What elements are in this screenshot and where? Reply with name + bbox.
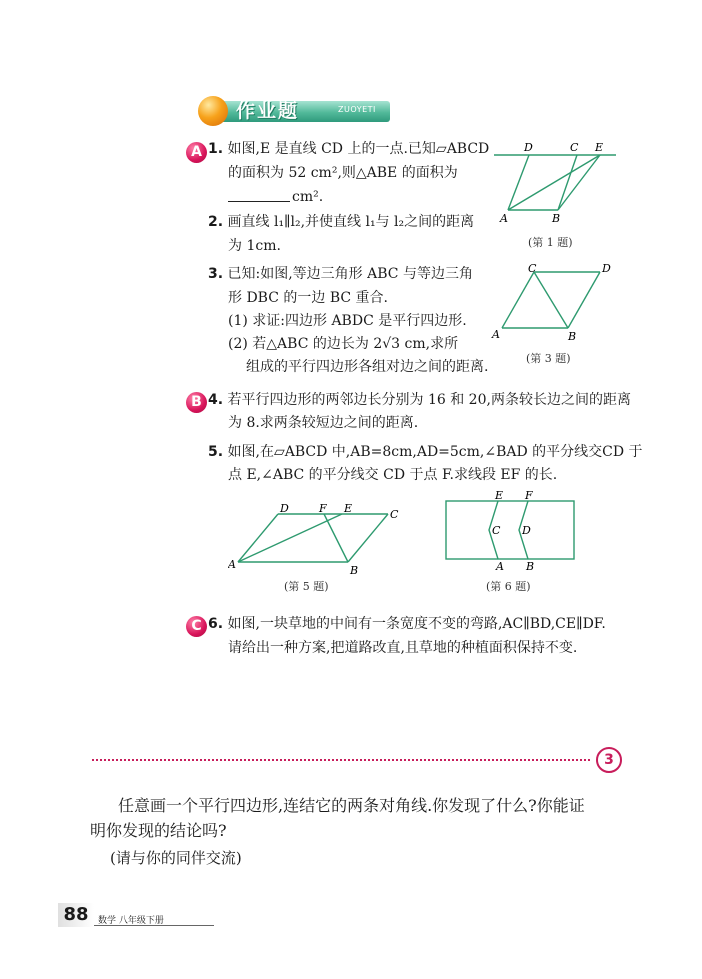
question-number: 4. bbox=[208, 392, 224, 408]
q5-line2: 点 E,∠ABC 的平分线交 CD 于点 F.求线段 EF 的长. bbox=[228, 467, 558, 483]
q3-line3: (1) 求证:四边形 ABDC 是平行四边形. bbox=[228, 313, 467, 329]
label-a: A bbox=[228, 558, 236, 571]
orange-ball-icon bbox=[198, 96, 228, 126]
section-line2: 明你发现的结论吗? bbox=[90, 821, 227, 840]
question-number: 6. bbox=[208, 616, 224, 632]
q1-line1: 如图,E 是直线 CD 上的一点.已知▱ABCD bbox=[227, 141, 490, 157]
label-e: E bbox=[344, 502, 353, 515]
level-c-badge: C bbox=[186, 616, 207, 637]
question-number: 1. bbox=[208, 141, 224, 157]
label-e: E bbox=[495, 489, 504, 502]
q6-line1: 如图,一块草地的中间有一条宽度不变的弯路,AC∥BD,CE∥DF. bbox=[227, 616, 606, 632]
q2-line2: 为 1cm. bbox=[228, 238, 281, 254]
footer-rule bbox=[94, 925, 214, 926]
level-b-badge: B bbox=[186, 392, 207, 413]
q3-line1: 已知:如图,等边三角形 ABC 与等边三角 bbox=[227, 266, 473, 282]
label-c: C bbox=[570, 141, 579, 154]
section-number: 3 bbox=[596, 747, 622, 773]
label-b: B bbox=[526, 560, 535, 572]
footer-book-title: 数学 八年级下册 bbox=[98, 916, 164, 926]
bisector-ae bbox=[238, 514, 342, 562]
segment-ac bbox=[502, 272, 534, 328]
q3-line5: 组成的平行四边形各组对边之间的距离. bbox=[246, 359, 489, 375]
question-4 bbox=[208, 388, 631, 412]
label-c: C bbox=[492, 524, 501, 537]
label-a: A bbox=[496, 560, 504, 572]
figure-5 bbox=[228, 500, 400, 576]
page-number: 88 bbox=[58, 903, 94, 927]
segment-ad bbox=[508, 155, 529, 210]
figure-3-caption: (第 3 题) bbox=[526, 352, 571, 365]
label-a: A bbox=[492, 328, 500, 341]
question-3 bbox=[208, 262, 473, 286]
question-1 bbox=[208, 137, 489, 161]
question-number: 5. bbox=[208, 444, 224, 460]
question-5 bbox=[208, 440, 643, 464]
label-e: E bbox=[595, 141, 604, 154]
q4-line1: 若平行四边形的两邻边长分别为 16 和 20,两条较长边之间的距离 bbox=[227, 392, 631, 408]
section-line3: (请与你的同伴交流) bbox=[110, 849, 242, 867]
label-f: F bbox=[319, 502, 327, 515]
q3-line2: 形 DBC 的一边 BC 重合. bbox=[228, 290, 388, 306]
label-b: B bbox=[350, 564, 359, 576]
q1-line3: cm². bbox=[292, 189, 324, 205]
q3-line4: (2) 若△ABC 的边长为 2√3 cm,求所 bbox=[228, 336, 459, 352]
segment-bc bbox=[348, 514, 388, 562]
figure-1-caption: (第 1 题) bbox=[528, 236, 573, 249]
segment-bd bbox=[568, 272, 600, 328]
section-divider bbox=[92, 759, 590, 761]
figure-1 bbox=[494, 140, 616, 224]
label-b: B bbox=[552, 212, 561, 224]
question-number: 3. bbox=[208, 266, 224, 282]
label-d: D bbox=[280, 502, 289, 515]
segment-be bbox=[558, 155, 600, 210]
segment-cb bbox=[534, 272, 568, 328]
q6-line2: 请给出一种方案,把道路改直,且草地的种植面积保持不变. bbox=[228, 640, 578, 656]
banner-subtitle: ZUOYETI bbox=[338, 105, 376, 114]
banner-title: 作业题 bbox=[236, 100, 300, 122]
figure-6-caption: (第 6 题) bbox=[486, 580, 531, 593]
question-number: 2. bbox=[208, 214, 224, 230]
label-f: F bbox=[525, 489, 533, 502]
figure-5-caption: (第 5 题) bbox=[284, 580, 329, 593]
label-a: A bbox=[500, 212, 508, 224]
label-d: D bbox=[522, 524, 531, 537]
q1-line2: 的面积为 52 cm²,则△ABE 的面积为 bbox=[228, 165, 458, 181]
label-c: C bbox=[390, 508, 399, 521]
segment-ad bbox=[238, 514, 278, 562]
label-c: C bbox=[528, 264, 537, 275]
label-b: B bbox=[568, 330, 577, 343]
segment-bc bbox=[558, 155, 577, 210]
figure-6 bbox=[440, 488, 580, 572]
lawn-rectangle bbox=[446, 501, 574, 559]
question-6 bbox=[208, 612, 606, 636]
q4-line2: 为 8.求两条较短边之间的距离. bbox=[228, 415, 419, 431]
bisector-bf bbox=[324, 514, 348, 562]
answer-blank bbox=[228, 201, 290, 202]
figure-3 bbox=[490, 264, 614, 344]
question-2 bbox=[208, 210, 474, 234]
q5-line1: 如图,在▱ABCD 中,AB=8cm,AD=5cm,∠BAD 的平分线交CD 于 bbox=[227, 444, 643, 460]
section-banner bbox=[198, 96, 390, 126]
level-a-badge: A bbox=[186, 142, 207, 163]
segment-ae bbox=[508, 155, 600, 210]
label-d: D bbox=[524, 141, 533, 154]
q2-line1: 画直线 l₁∥l₂,并使直线 l₁与 l₂之间的距离 bbox=[227, 214, 475, 230]
label-d: D bbox=[602, 264, 611, 275]
section-line1: 任意画一个平行四边形,连结它的两条对角线.你发现了什么?你能证 bbox=[118, 796, 585, 815]
